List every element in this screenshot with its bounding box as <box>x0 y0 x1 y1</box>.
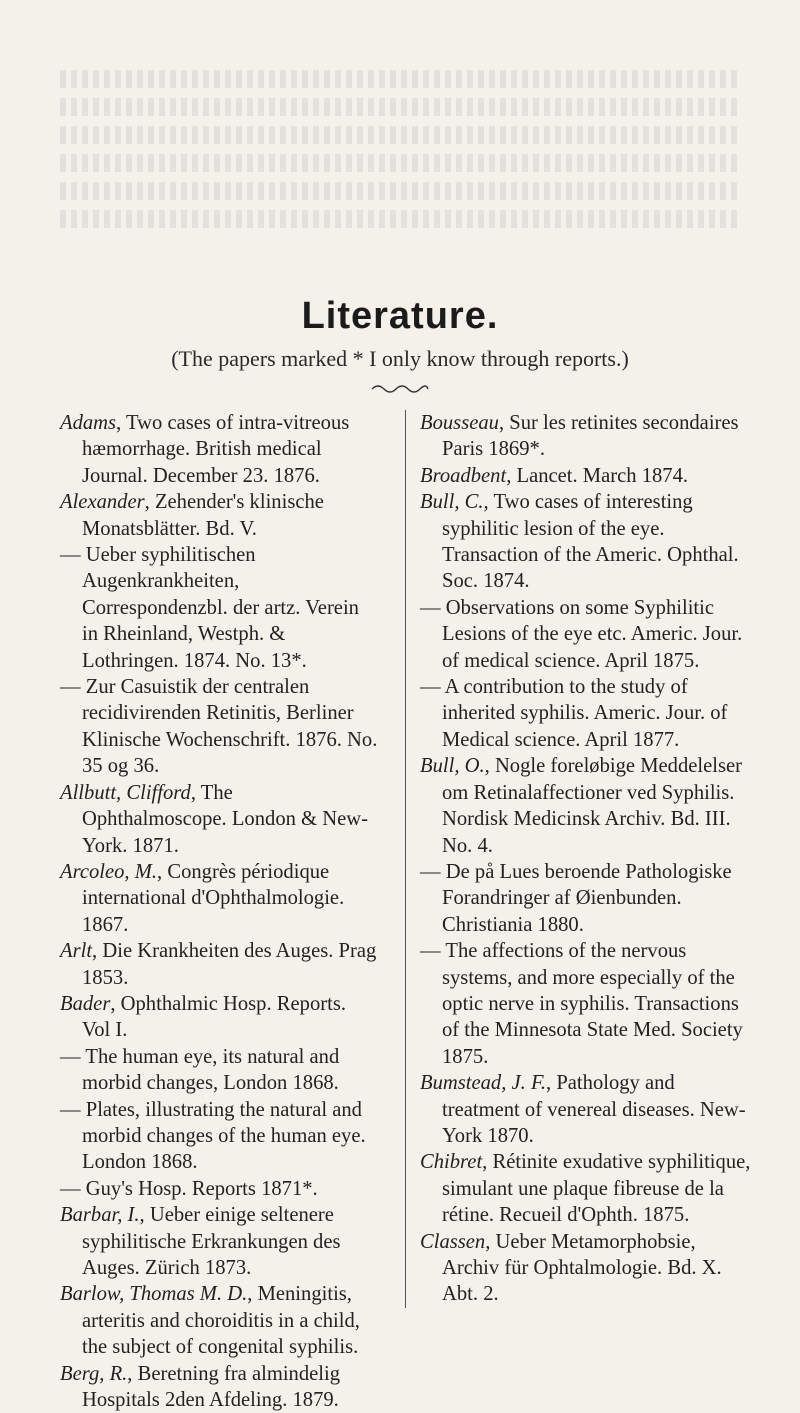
list-item: — A contribution to the study of inherited syphilis. Americ. Jour. of Medical science. April 1877. <box>420 676 728 751</box>
list-item: — Guy's Hosp. Reports 1871*. <box>60 1177 318 1200</box>
list-item: Bull, C., Two cases of interesting syphilitic lesion of the eye. Transaction of the Americ. Ophthal. Soc. 1874. <box>420 491 739 593</box>
list-item: Barlow, Thomas M. D., Meningitis, arteritis and choroiditis in a child, the subject of congenital syphilis. <box>60 1283 360 1359</box>
list-item: — Observations on some Syphilitic Lesions of the eye etc. Americ. Jour. of medical science. April 1875. <box>420 596 743 672</box>
list-item: Arcoleo, M., Congrès périodique international d'Ophthalmologie. 1867. <box>60 860 345 936</box>
page-title: Literature. <box>301 295 499 337</box>
list-item: Allbutt, Clifford, The Ophthalmoscope. London & New-York. 1871. <box>60 781 368 857</box>
list-item: Adams, Two cases of intra-vitreous hæmorrhage. British medical Journal. December 23. 1876. <box>60 412 350 487</box>
list-item: Chibret, Rétinite exudative syphilitique, simulant une plaque fibreuse de la rétine. Recueil d'Ophth. 1875. <box>420 1151 751 1227</box>
list-item: Classen, Ueber Metamorphobsie, Archiv für Ophtalmologie. Bd. X. Abt. 2. <box>420 1230 722 1306</box>
list-item: — Ueber syphilitischen Augenkrankheiten, Correspondenzbl. der artz. Verein in Rheinland, Westph. & Lothringen. 1874. No. 13*. <box>60 544 359 672</box>
list-item: — Plates, illustrating the natural and morbid changes of the human eye. London 1868. <box>60 1098 366 1174</box>
list-item: Alexander, Zehender's klinische Monatsblätter. Bd. V. <box>60 491 324 540</box>
list-item: Bumstead, J. F., Pathology and treatment of venereal diseases. New-York 1870. <box>420 1072 746 1147</box>
list-item: — De på Lues beroende Pathologiske Forandringer af Øienbunden. Christiania 1880. <box>420 860 732 936</box>
note-text: (The papers marked * I only know through reports.) <box>171 346 629 371</box>
list-item: Broadbent, Lancet. March 1874. <box>420 464 689 487</box>
list-item: Bader, Ophthalmic Hosp. Reports. Vol I. <box>60 992 346 1042</box>
list-item: — Zur Casuistik der centralen recidivirenden Retinitis, Berliner Klinische Wochenschrift. 1876. No. 35 og 36. <box>60 676 378 778</box>
list-item: Bousseau, Sur les retinites secondaires Paris 1869*. <box>420 412 739 461</box>
right-column <box>405 410 753 1308</box>
list-item: — The affections of the nervous systems, and more especially of the optic nerve in syphilis. Transactions of the Minnesota State Med. Society 1875. <box>420 940 743 1068</box>
bleed-through-text <box>60 70 740 270</box>
left-column <box>60 410 378 1413</box>
wave-ornament <box>370 382 430 396</box>
list-item: Bull, O., Nogle foreløbige Meddelelser om Retinalaffectioner ved Syphilis. Nordisk Medicinsk Archiv. Bd. III. No. 4. <box>420 755 742 857</box>
list-item: — The human eye, its natural and morbid changes, London 1868. <box>60 1045 340 1095</box>
list-item: Barbar, I., Ueber einige seltenere syphilitische Erkrankungen des Auges. Zürich 1873. <box>60 1204 341 1279</box>
list-item: Berg, R., Beretning fra almindelig Hospitals 2den Afdeling. 1879. <box>60 1362 341 1412</box>
list-item: Arlt, Die Krankheiten des Auges. Prag 1853. <box>60 940 377 989</box>
